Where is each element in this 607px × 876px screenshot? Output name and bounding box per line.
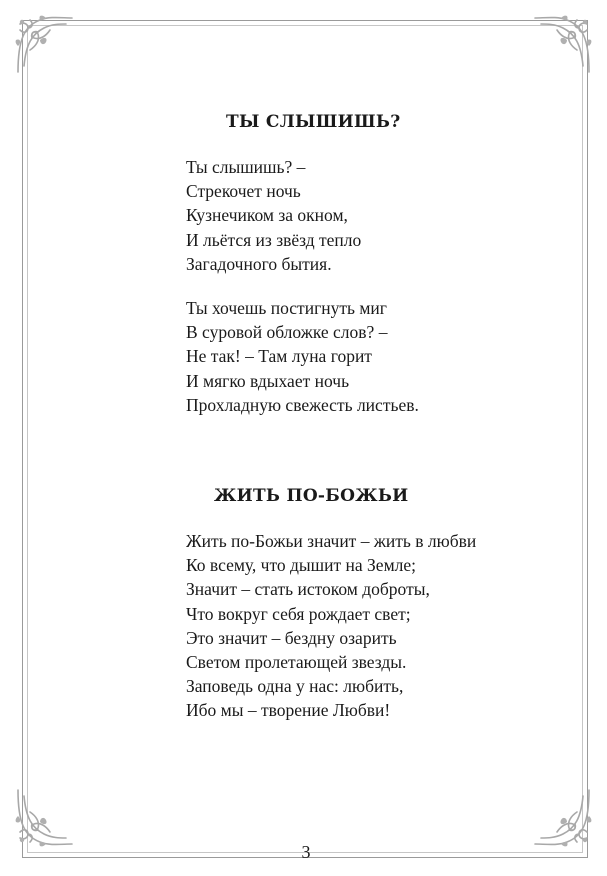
page-number: 3: [301, 842, 311, 862]
poem-line: Ибо мы – творение Любви!: [186, 700, 391, 721]
poem-line: Не так! – Там луна горит: [186, 346, 372, 367]
floral-corner-ornament-icon: [527, 782, 597, 852]
poem-line: Жить по-Божьи значит – жить в любви: [186, 531, 477, 551]
poem-stanza: [186, 155, 361, 276]
poem-stanza: [186, 296, 419, 417]
poem-stanza: [186, 529, 476, 723]
floral-corner-ornament-icon: [10, 10, 80, 80]
page-border-frame: [22, 20, 588, 858]
poem-title: ЖИТЬ ПО-БОЖЬИ: [214, 486, 409, 506]
poem-line: Ты слышишь? –: [186, 157, 306, 177]
poem-line: Ты хочешь постигнуть миг: [186, 298, 387, 318]
poem-line: В суровой обложке слов? –: [186, 322, 388, 343]
floral-corner-ornament-icon: [527, 10, 597, 80]
poem-line: И мягко вдыхает ночь: [186, 370, 350, 391]
poem-line: Ко всему, что дышит на Земле;: [186, 555, 417, 576]
poem-line: Что вокруг себя рождает свет;: [186, 603, 411, 624]
poem-line: И льётся из звёзд тепло: [186, 229, 362, 250]
poem-line: Светом пролетающей звезды.: [186, 652, 407, 673]
poem-line: Прохладную свежесть листьев.: [186, 394, 419, 415]
poem-line: Загадочного бытия.: [186, 253, 332, 274]
poem-title: ТЫ СЛЫШИШЬ?: [226, 112, 401, 132]
poem-line: Это значит – бездну озарить: [186, 627, 397, 648]
poem-line: Значит – стать истоком доброты,: [186, 579, 430, 600]
poem-line: Кузнечиком за окном,: [186, 205, 348, 226]
poem-line: Заповедь одна у нас: любить,: [186, 676, 404, 697]
floral-corner-ornament-icon: [10, 782, 80, 852]
page-border-inner-line: [27, 25, 583, 853]
poem-line: Стрекочет ночь: [186, 181, 301, 202]
